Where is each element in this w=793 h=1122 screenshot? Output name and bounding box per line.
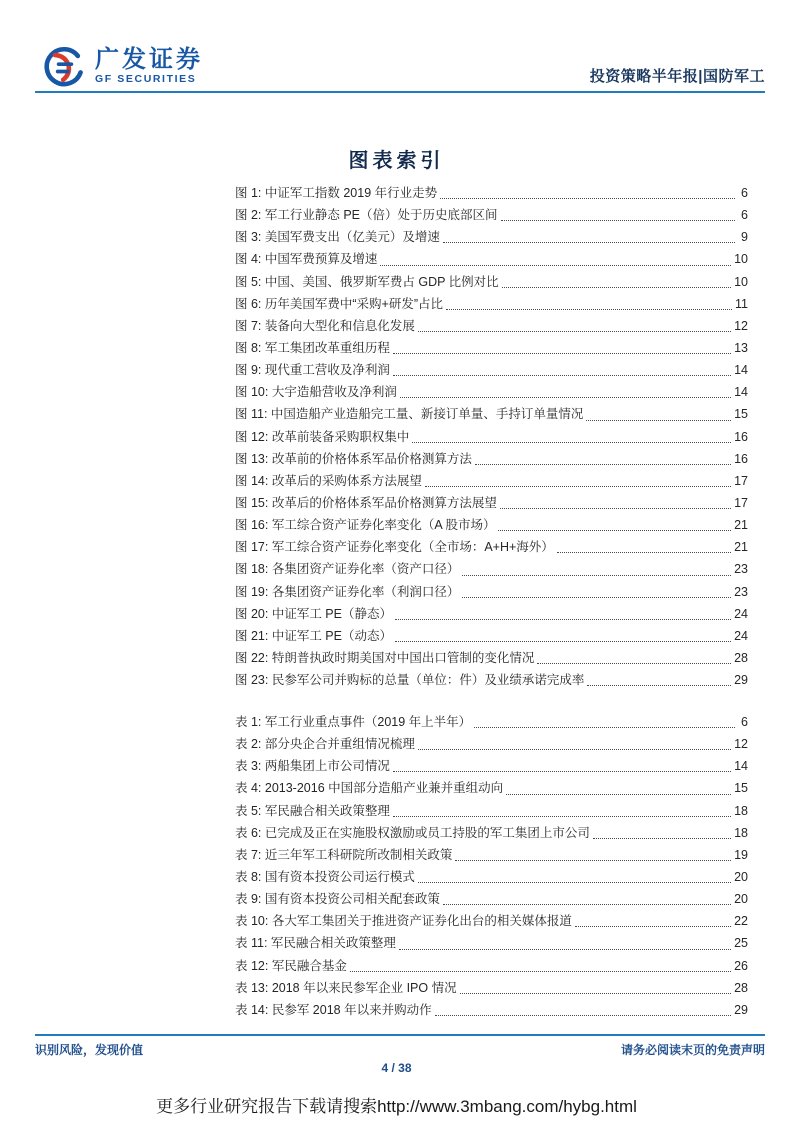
toc-dot-leader [425, 470, 731, 492]
toc-dot-leader [502, 271, 731, 293]
footer [35, 1041, 765, 1058]
page-number: 4 / 38 [381, 1061, 412, 1075]
table-index-entry[interactable] [235, 932, 748, 954]
figure-index-entry[interactable] [235, 581, 748, 603]
report-type-label: 投资策略半年报|国防军工 [589, 68, 765, 85]
toc-entry-page: 26 [734, 958, 748, 973]
toc-entry-page: 16 [734, 451, 748, 466]
toc-dot-leader [474, 711, 735, 733]
figure-index-entry[interactable] [235, 625, 748, 647]
toc-entry-label: 图 5: 中国、美国、俄罗斯军费占 GDP 比例对比 [235, 274, 499, 289]
toc-entry-label: 图 13: 改革前的价格体系军品价格测算方法 [235, 451, 472, 466]
toc-entry-page: 17 [734, 473, 748, 488]
toc-entry-label: 图 11: 中国造船产业造船完工量、新接订单量、手持订单量情况 [235, 407, 584, 422]
figure-index-entry[interactable] [235, 337, 748, 359]
figure-index-entry[interactable] [235, 381, 748, 403]
toc-entry-label: 表 9: 国有资本投资公司相关配套政策 [235, 892, 440, 907]
toc-dot-leader [393, 337, 731, 359]
toc-dot-leader [440, 182, 735, 204]
toc-dot-leader [460, 977, 732, 999]
figure-index-entry[interactable] [235, 182, 748, 204]
toc-entry-label: 表 5: 军民融合相关政策整理 [235, 803, 390, 818]
toc-entry-label: 表 4: 2013-2016 中国部分造船产业兼并重组动向 [235, 781, 504, 796]
toc-dot-leader [593, 822, 731, 844]
toc-dot-leader [475, 448, 731, 470]
page-title: 图表索引 [348, 150, 445, 172]
toc-dot-leader [575, 910, 731, 932]
toc-entry-label: 图 2: 军工行业静态 PE（倍）处于历史底部区间 [235, 208, 498, 223]
toc-entry-page: 20 [734, 892, 748, 907]
figure-index-entry[interactable] [235, 226, 748, 248]
figure-index-entry[interactable] [235, 536, 748, 558]
toc-entry-label: 表 7: 近三年军工科研院所改制相关政策 [235, 847, 453, 862]
toc-dot-leader [586, 403, 731, 425]
toc-entry-page: 12 [734, 737, 748, 752]
toc-entry-page: 14 [734, 385, 748, 400]
toc-dot-leader [395, 603, 731, 625]
toc-entry-page: 10 [734, 274, 748, 289]
toc-entry-label: 图 14: 改革后的采购体系方法展望 [235, 473, 422, 488]
figure-index-entry[interactable] [235, 603, 748, 625]
toc-entry-page: 28 [734, 980, 748, 995]
figure-index-entry[interactable] [235, 248, 748, 270]
toc-entry-page: 14 [734, 363, 748, 378]
toc-entry-label: 表 8: 国有资本投资公司运行模式 [235, 869, 415, 884]
toc-dot-leader [498, 514, 731, 536]
toc-entry-label: 图 6: 历年美国军费中“采购+研发”占比 [235, 296, 443, 311]
table-index-entry[interactable] [235, 977, 748, 999]
footer-disclaimer-note: 请务必阅读末页的免责声明 [620, 1043, 765, 1057]
figure-index-entry[interactable] [235, 470, 748, 492]
toc-entry-page: 16 [734, 429, 748, 444]
table-index-entry[interactable] [235, 755, 748, 777]
toc-entry-page: 29 [734, 1002, 748, 1017]
brand-name-en: GF SECURITIES [95, 72, 197, 85]
toc-dot-leader [446, 293, 732, 315]
toc-entry-label: 图 9: 现代重工营收及净利润 [235, 363, 390, 378]
table-index-entry[interactable] [235, 999, 748, 1021]
toc-entry-page: 24 [734, 606, 748, 621]
toc-entry-page: 10 [734, 252, 748, 267]
gf-logo-icon [43, 44, 87, 88]
toc-entry-page: 13 [734, 340, 748, 355]
brand-name-cn: 广发证券 [95, 45, 203, 73]
table-index-entry[interactable] [235, 910, 748, 932]
toc-entry-page: 14 [734, 759, 748, 774]
figure-index-entry[interactable] [235, 315, 748, 337]
toc-entry-label: 图 18: 各集团资产证券化率（资产口径） [235, 562, 460, 577]
toc-entry-page: 21 [734, 540, 748, 555]
table-index-entry[interactable] [235, 822, 748, 844]
toc-entry-label: 图 22: 特朗普执政时期美国对中国出口管制的变化情况 [235, 650, 535, 665]
toc-entry-page: 6 [741, 208, 748, 223]
figure-index-entry[interactable] [235, 448, 748, 470]
toc-entry-page: 12 [734, 318, 748, 333]
toc-entry-page: 24 [734, 628, 748, 643]
toc-dot-leader [435, 999, 732, 1021]
toc-entry-page: 15 [734, 781, 748, 796]
toc-dot-leader [399, 932, 731, 954]
toc-entry-page: 23 [734, 562, 748, 577]
toc-dot-leader [412, 426, 731, 448]
toc-entry-page: 25 [734, 936, 748, 951]
toc-entry-label: 图 17: 军工综合资产证券化率变化（全市场：A+H+海外） [235, 540, 554, 555]
toc-entry-page: 22 [734, 914, 748, 929]
figure-index-entry[interactable] [235, 647, 748, 669]
toc-entry-label: 表 6: 已完成及正在实施股权激励或员工持股的军工集团上市公司 [235, 825, 590, 840]
footer-slogan: 识别风险，发现价值 [35, 1043, 144, 1057]
toc-entry-label: 表 10: 各大军工集团关于推进资产证券化出台的相关媒体报道 [235, 914, 572, 929]
toc-entry-label: 图 16: 军工综合资产证券化率变化（A 股市场） [235, 518, 496, 533]
figure-index-entry[interactable] [235, 558, 748, 580]
table-list [235, 711, 748, 1021]
toc-entry-page: 21 [734, 518, 748, 533]
toc-entry-label: 表 2: 部分央企合并重组情况梳理 [235, 737, 415, 752]
figure-index-entry[interactable] [235, 514, 748, 536]
toc-entry-label: 表 12: 军民融合基金 [235, 958, 347, 973]
toc-dot-leader [350, 955, 731, 977]
header-divider [35, 91, 765, 93]
toc-entry-label: 图 3: 美国军费支出（亿美元）及增速 [235, 230, 440, 245]
toc-entry-label: 图 20: 中证军工 PE（静态） [235, 606, 392, 621]
figure-index-entry[interactable] [235, 669, 748, 691]
toc-dot-leader [462, 581, 731, 603]
toc-entry-label: 图 4: 中国军费预算及增速 [235, 252, 378, 267]
toc-entry-page: 18 [734, 825, 748, 840]
toc-dot-leader [418, 315, 731, 337]
figure-index-entry[interactable] [235, 403, 748, 425]
toc-entry-label: 表 11: 军民融合相关政策整理 [235, 936, 396, 951]
toc-dot-leader [395, 625, 731, 647]
toc-entry-label: 图 8: 军工集团改革重组历程 [235, 340, 390, 355]
toc-entry-page: 6 [741, 715, 748, 729]
figure-index-entry[interactable] [235, 271, 748, 293]
toc-entry-label: 表 3: 两船集团上市公司情况 [235, 759, 390, 774]
toc-dot-leader [443, 226, 735, 248]
toc-dot-leader [418, 733, 731, 755]
figure-index-entry[interactable] [235, 359, 748, 381]
toc-dot-leader [393, 800, 731, 822]
toc-entry-page: 6 [741, 186, 748, 200]
figure-list [235, 182, 748, 691]
toc-entry-page: 11 [735, 296, 748, 311]
toc-entry-page: 19 [734, 847, 748, 862]
table-index-entry[interactable] [235, 800, 748, 822]
toc-entry-page: 18 [734, 803, 748, 818]
toc-dot-leader [443, 888, 731, 910]
table-index-entry[interactable] [235, 733, 748, 755]
toc-dot-leader [500, 492, 731, 514]
toc-entry-label: 表 1: 军工行业重点事件（2019 年上半年） [235, 715, 472, 729]
toc-entry-label: 图 10: 大宇造船营收及净利润 [235, 385, 397, 400]
toc-dot-leader [393, 755, 731, 777]
toc-entry-label: 表 14: 民参军 2018 年以来并购动作 [235, 1002, 432, 1017]
toc-entry-page: 23 [734, 584, 748, 599]
toc-dot-leader [400, 381, 731, 403]
toc-entry-page: 9 [741, 230, 748, 245]
table-index-entry[interactable] [235, 866, 748, 888]
table-index-entry[interactable] [235, 844, 748, 866]
toc-dot-leader [501, 204, 735, 226]
toc-entry-page: 15 [734, 407, 748, 422]
toc-dot-leader [380, 248, 731, 270]
toc-entry-page: 20 [734, 869, 748, 884]
figure-index-entry[interactable] [235, 492, 748, 514]
brand-logo [43, 44, 203, 88]
toc-entry-label: 图 15: 改革后的价格体系军品价格测算方法展望 [235, 495, 497, 510]
figure-index-entry[interactable] [235, 293, 748, 315]
toc-entry-page: 17 [734, 495, 748, 510]
toc-entry-page: 28 [734, 650, 748, 665]
toc-dot-leader [418, 866, 731, 888]
toc-entry-label: 图 19: 各集团资产证券化率（利润口径） [235, 584, 460, 599]
toc-entry-label: 图 23: 民参军公司并购标的总量（单位：件）及业绩承诺完成率 [235, 673, 585, 688]
toc-dot-leader [587, 669, 731, 691]
toc-dot-leader [506, 777, 731, 799]
page-header [35, 44, 765, 90]
figure-index-entry[interactable] [235, 426, 748, 448]
table-index-entry[interactable] [235, 711, 748, 733]
toc-entry-label: 图 1: 中证军工指数 2019 年行业走势 [235, 186, 438, 200]
table-index-entry[interactable] [235, 777, 748, 799]
footer-divider [35, 1034, 765, 1036]
toc-dot-leader [462, 558, 731, 580]
toc-dot-leader [393, 359, 731, 381]
brand-text [95, 47, 203, 86]
table-index-entry[interactable] [235, 955, 748, 977]
toc-entry-label: 图 7: 装备向大型化和信息化发展 [235, 318, 415, 333]
toc-entry-page: 29 [734, 673, 748, 688]
download-banner-link[interactable]: 更多行业研究报告下载请搜索http://www.3mbang.com/hybg.html [156, 1097, 637, 1116]
toc-dot-leader [557, 536, 731, 558]
toc-entry-label: 图 21: 中证军工 PE（动态） [235, 628, 392, 643]
figure-index-entry[interactable] [235, 204, 748, 226]
table-index-entry[interactable] [235, 888, 748, 910]
toc-dot-leader [455, 844, 731, 866]
toc-dot-leader [537, 647, 731, 669]
toc-entry-label: 表 13: 2018 年以来民参军企业 IPO 情况 [235, 980, 457, 995]
toc-entry-label: 图 12: 改革前装备采购职权集中 [235, 429, 410, 444]
